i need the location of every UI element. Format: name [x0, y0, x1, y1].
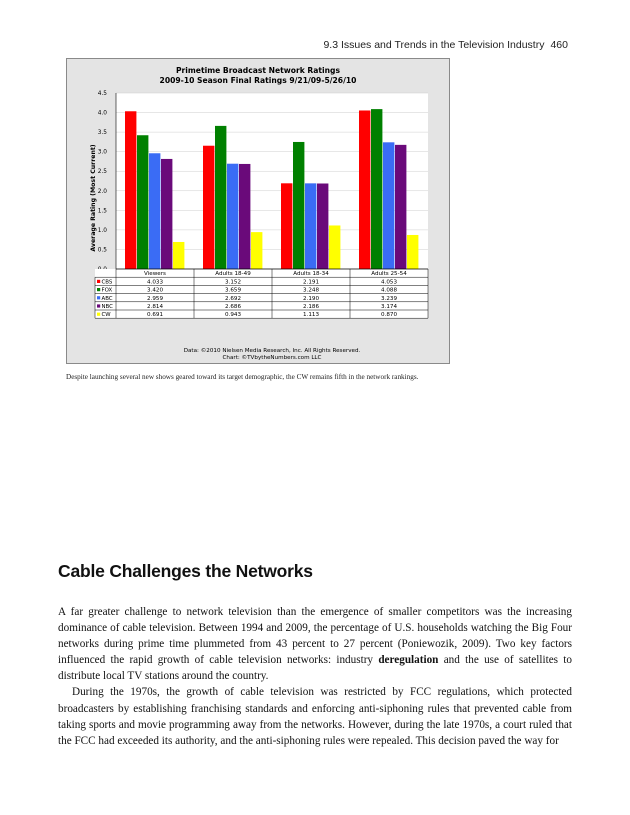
y-tick-label: 0.5: [97, 247, 107, 254]
bar-abc: [227, 164, 238, 269]
data-label: 0.943: [224, 312, 242, 319]
section-heading: Cable Challenges the Networks: [58, 561, 313, 581]
paragraph-1-text-b: and the use of satellites to distribute local TV stations around the country.: [58, 654, 572, 683]
body-text: [58, 604, 572, 749]
data-label: 3.659: [224, 287, 242, 294]
y-tick-label: 1.0: [97, 227, 107, 234]
legend-label-nbc: NBC: [101, 304, 113, 310]
bar-nbc: [239, 164, 250, 269]
y-tick-label: 2.5: [97, 169, 107, 176]
data-label: 3.174: [380, 304, 398, 310]
paragraph-1-text-a: A far greater challenge to network television than the emergence of smaller competitors was the increasing dominance of cable television. Between 1994 and 2009, the percentage of U.S. households watching the Big Four networks during prime time plummeted from 43 percent to 27 percent (Poniewozik, 2009). Two key factors influenced the rapid growth of cable television networks: industry: [58, 606, 572, 667]
chart-source-line-1: Data: ©2010 Nielsen Media Research, Inc. All Rights Reserved.: [183, 348, 361, 354]
figure-caption: Despite launching several new shows geared toward its target demographic, the CW remains fifth in the network rankings.: [66, 373, 419, 381]
y-tick-label: 1.5: [97, 208, 107, 215]
bar-cw: [173, 242, 184, 269]
legend-swatch-nbc: [97, 304, 100, 307]
data-label: 4.033: [146, 279, 164, 286]
y-tick-label: 4.5: [97, 91, 107, 97]
data-label: 2.692: [224, 295, 242, 302]
data-label: 3.152: [224, 279, 242, 286]
bar-nbc: [317, 184, 328, 269]
y-axis-label: Average Rating (Most Current): [90, 144, 97, 252]
y-tick-label: 2.0: [97, 188, 107, 195]
data-label: 2.959: [146, 295, 164, 302]
y-tick-label: 4.0: [97, 110, 107, 117]
paragraph-2: During the 1970s, the growth of cable television was restricted by FCC regulations, which protected broadcasters by establishing franchising standards and enforcing anti-siphoning rules that prevented cable from taking sports and movie programming away from the networks. However, during the late 1970s, a court ruled that the FCC had exceeded its authority, and the anti-siphoning rules were repealed. This decision paved the way for: [58, 686, 572, 747]
category-label: Viewers: [144, 271, 166, 278]
category-label: Adults 18-34: [293, 271, 329, 278]
chart-subtitle: 2009-10 Season Final Ratings 9/21/09-5/26/10: [159, 76, 357, 85]
key-term-deregulation: deregulation: [378, 654, 439, 667]
data-label: 4.053: [380, 279, 398, 286]
bar-cbs: [203, 146, 214, 269]
bar-fox: [293, 142, 304, 269]
bar-abc: [383, 142, 394, 269]
data-label: 2.186: [302, 304, 320, 310]
bar-fox: [371, 109, 382, 269]
chart-title: Primetime Broadcast Network Ratings: [175, 66, 341, 75]
bar-fox: [215, 126, 226, 269]
data-label: 4.088: [380, 287, 398, 294]
chart-source-line-2: Chart: ©TVbytheNumbers.com LLC: [222, 355, 322, 361]
legend-swatch-abc: [97, 296, 100, 299]
y-tick-label: 3.0: [97, 149, 107, 156]
bar-cw: [251, 232, 262, 269]
bar-cw: [407, 235, 418, 269]
data-label: 3.239: [380, 295, 398, 302]
y-tick-label: 3.5: [97, 130, 107, 137]
legend-label-cbs: CBS: [101, 279, 113, 286]
bar-abc: [305, 183, 316, 269]
paragraph-1: [58, 604, 572, 684]
y-tick-labels: [98, 91, 108, 273]
bar-abc: [149, 153, 160, 269]
bar-fox: [137, 135, 148, 269]
legend-label-fox: FOX: [101, 287, 113, 294]
page-number: 460: [550, 39, 568, 51]
legend-swatch-cw: [97, 313, 100, 316]
data-label: 2.814: [146, 304, 164, 310]
data-label: 3.248: [302, 287, 320, 294]
data-label: 1.113: [302, 312, 320, 319]
data-table: [95, 269, 428, 318]
data-label: 2.191: [302, 279, 320, 286]
bar-nbc: [395, 145, 406, 269]
legend-swatch-fox: [97, 288, 100, 291]
category-label: Adults 18-49: [215, 271, 251, 278]
data-label: 2.190: [302, 295, 320, 302]
bar-cbs: [125, 111, 136, 269]
ratings-chart: [67, 59, 449, 363]
running-head: [323, 39, 568, 51]
bar-nbc: [161, 159, 172, 269]
bar-cbs: [281, 183, 292, 269]
category-label: Adults 25-54: [371, 271, 407, 278]
data-label: 3.420: [146, 287, 164, 294]
bar-cbs: [359, 110, 370, 269]
legend-swatch-cbs: [97, 280, 100, 283]
data-label: 2.686: [224, 304, 242, 310]
data-label: 0.691: [146, 312, 164, 319]
legend-label-cw: CW: [101, 312, 111, 319]
bar-cw: [329, 225, 340, 269]
figure-chart: [66, 58, 450, 364]
legend-label-abc: ABC: [101, 295, 113, 302]
running-head-section: 9.3 Issues and Trends in the Television Industry: [323, 39, 545, 51]
data-label: 0.870: [380, 312, 398, 319]
